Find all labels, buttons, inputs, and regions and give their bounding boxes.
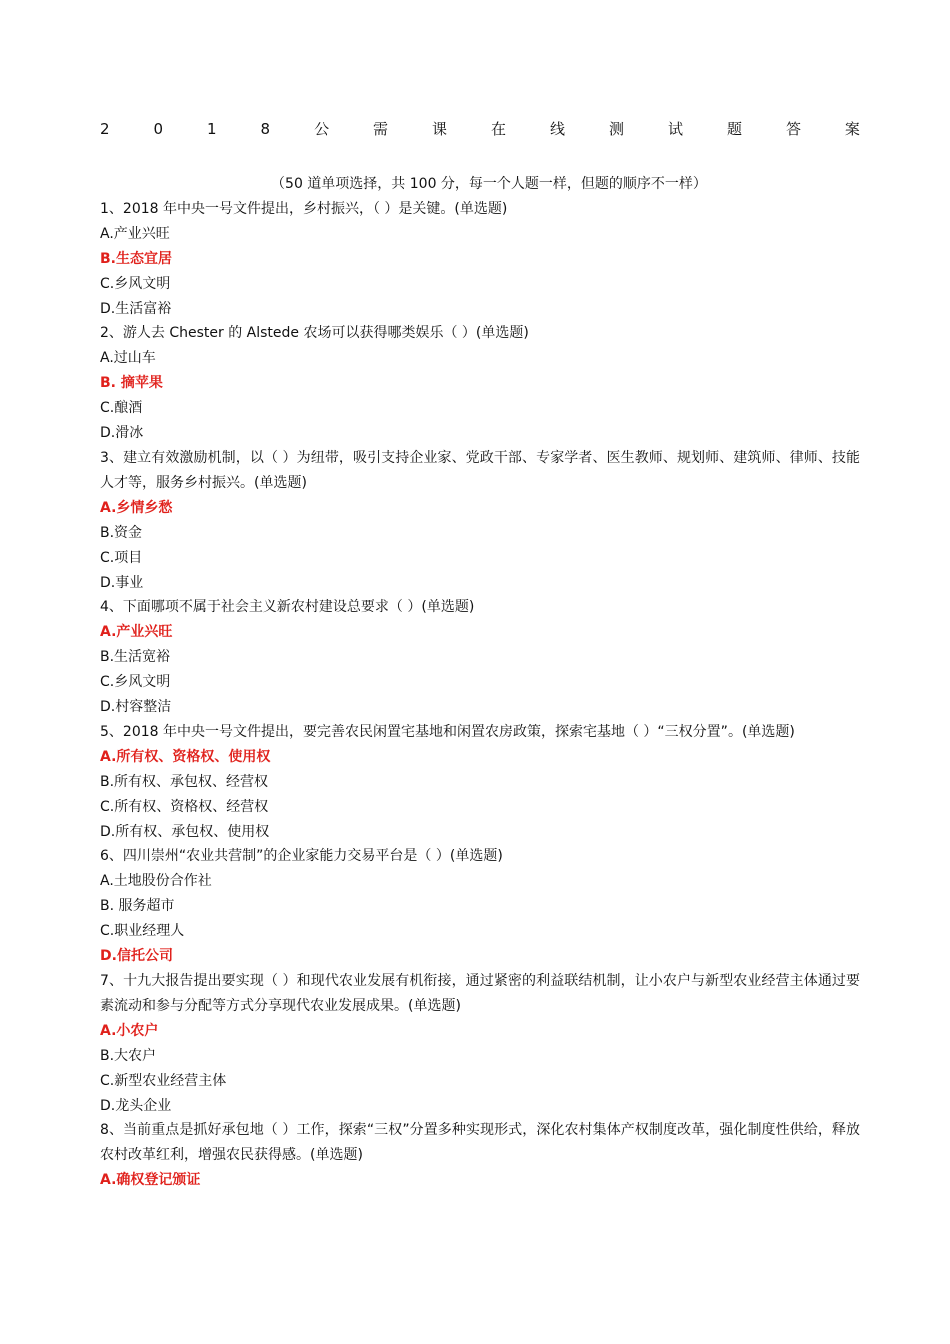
title-char: 答 [785,120,801,138]
document-subtitle: （50 道单项选择，共 100 分，每一个人题一样，但题的顺序不一样） [271,176,707,192]
answer-option: D.滑冰 [100,425,144,442]
answer-option: C.酿酒 [100,400,143,417]
answer-option: D.村容整洁 [100,699,172,716]
answer-option: D.所有权、承包权、使用权 [100,823,270,840]
answer-option: A.过山车 [100,350,156,367]
answer-option: B.生活宽裕 [100,649,171,666]
title-char: 需 [373,120,389,138]
answer-option: D.龙头企业 [100,1097,172,1114]
answer-option: D.事业 [100,574,144,591]
question-text: 5、2018 年中央一号文件提出，要完善农民闲置宅基地和闲置农房政策，探索宅基地（ ）“三权分置”。(单选题) [100,723,795,740]
title-char: 试 [667,120,683,138]
title-char: 案 [844,120,860,138]
answer-option: C.新型农业经营主体 [100,1072,227,1089]
answer-option: C.乡风文明 [100,674,171,691]
question-text: 6、四川崇州“农业共营制”的企业家能力交易平台是（ ）(单选题) [100,848,503,865]
question-text: 3、建立有效激励机制，以（ ）为纽带，吸引支持企业家、党政干部、专家学者、医生教师、规划师、建筑师、律师、技能人才等，服务乡村振兴。(单选题) [100,449,860,491]
title-char: 公 [314,120,330,138]
answer-option: C.乡风文明 [100,275,171,292]
answer-option: A.土地股份合作社 [100,873,212,890]
title-char: 1 [207,120,217,138]
answer-option: D.生活富裕 [100,300,172,317]
answer-option: C.项目 [100,549,143,566]
title-char: 8 [260,120,271,138]
correct-answer-option: A.所有权、资格权、使用权 [100,748,271,765]
question-text: 2、游人去 Chester 的 Alstede 农场可以获得哪类娱乐（ ）(单选题) [100,325,529,342]
question-list [100,197,860,1193]
correct-answer-option: B.生态宜居 [100,250,172,267]
correct-answer-option: D.信托公司 [100,948,173,965]
answer-option: C.所有权、资格权、经营权 [100,798,269,815]
correct-answer-option: A.乡情乡愁 [100,499,173,516]
title-char: 线 [550,120,566,138]
title-char: 2 [100,120,110,138]
answer-option: B. 服务超市 [100,898,175,915]
answer-option: B.大农户 [100,1047,157,1064]
correct-answer-option: B. 摘苹果 [100,375,163,392]
answer-option: B.所有权、承包权、经营权 [100,773,269,790]
document-title [100,116,860,142]
correct-answer-option: A.确权登记颁证 [100,1172,201,1189]
title-char: 课 [432,120,448,138]
answer-option: B.资金 [100,524,143,541]
title-char: 题 [726,120,742,138]
question-text: 1、2018 年中央一号文件提出，乡村振兴，（ ）是关键。(单选题) [100,200,508,217]
correct-answer-option: A.小农户 [100,1022,159,1039]
title-char: 0 [153,120,164,138]
correct-answer-option: A.产业兴旺 [100,624,173,641]
answer-option: A.产业兴旺 [100,225,170,242]
question-text: 8、当前重点是抓好承包地（ ）工作，探索“三权”分置多种实现形式，深化农村集体产权制度改革，强化制度性供给，释放农村改革红利，增强农民获得感。(单选题) [100,1122,860,1164]
question-text: 7、十九大报告提出要实现（ ）和现代农业发展有机衔接，通过紧密的利益联结机制，让小农户与新型农业经营主体通过要素流动和参与分配等方式分享现代农业发展成果。(单选题) [100,973,860,1014]
document-page [100,116,860,1193]
answer-option: C.职业经理人 [100,923,185,940]
title-char: 测 [608,120,624,138]
question-text: 4、下面哪项不属于社会主义新农村建设总要求（ ）(单选题) [100,599,475,616]
title-char: 在 [491,120,507,138]
